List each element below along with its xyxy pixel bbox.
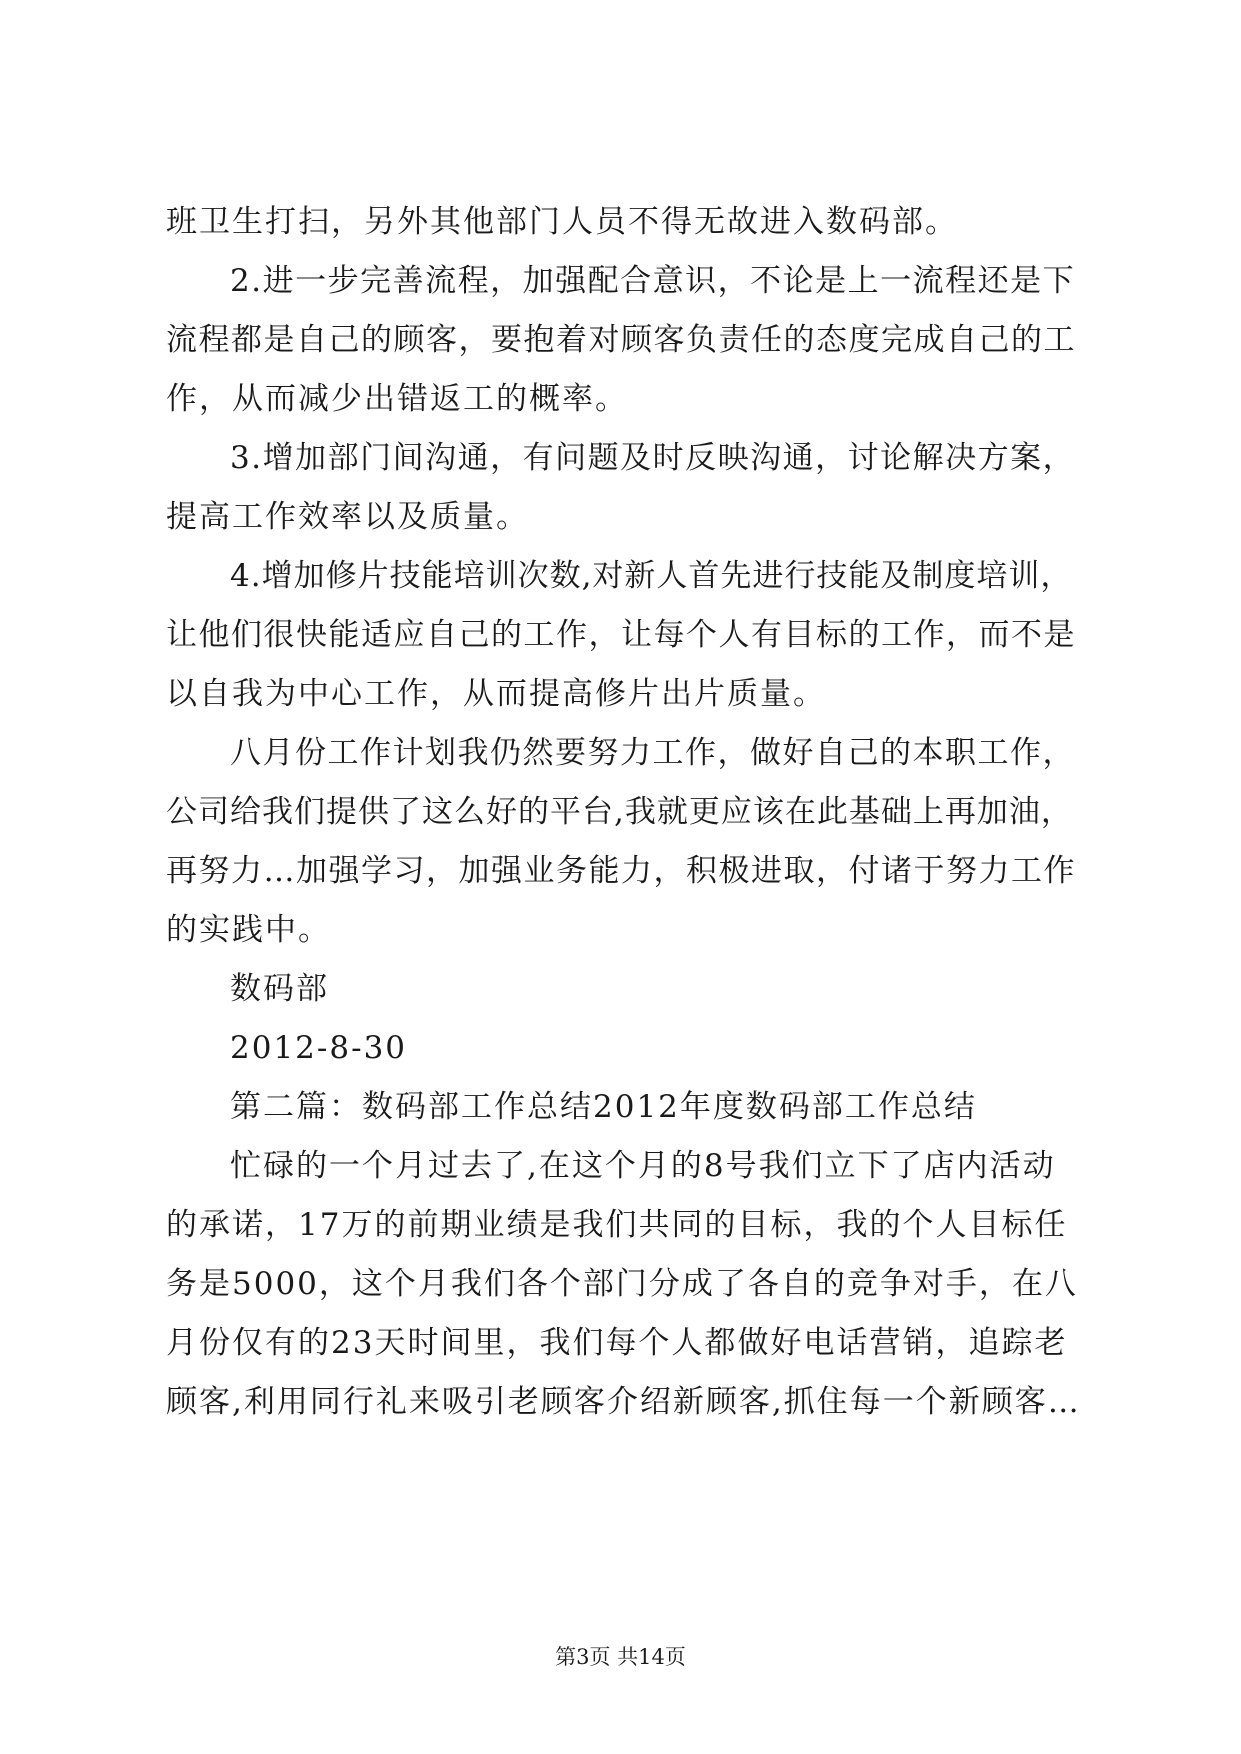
section-heading: 第二篇：数码部工作总结2012年度数码部工作总结 — [230, 1089, 977, 1125]
text-line: 忙碌的一个月过去了,在这个月的8号我们立下了店内活动 — [230, 1148, 1056, 1184]
text-line: 让他们很快能适应自己的工作，让每个人有目标的工作，而不是 — [166, 617, 1076, 653]
signature-date: 2012-8-30 — [230, 1030, 408, 1066]
text-line: 2.进一步完善流程，加强配合意识，不论是上一流程还是下 — [230, 263, 1076, 299]
text-line: 提高工作效率以及质量。 — [166, 499, 529, 535]
text-line: 的实践中。 — [166, 912, 331, 948]
signature-department: 数码部 — [230, 971, 329, 1007]
text-line: 八月份工作计划我仍然要努力工作，做好自己的本职工作， — [230, 735, 1075, 771]
text-line: 顾客,利用同行礼来吸引老顾客介绍新顾客,抓住每一个新顾客… — [166, 1384, 1081, 1420]
text-line: 作，从而减少出错返工的概率。 — [166, 381, 628, 417]
text-line: 月份仅有的23天时间里，我们每个人都做好电话营销，追踪老 — [166, 1325, 1068, 1361]
page-number-footer: 第3页 共14页 — [555, 1645, 686, 1669]
text-line: 务是5000，这个月我们各个部门分成了各自的竞争对手，在八 — [166, 1266, 1078, 1302]
text-line: 班卫生打扫，另外其他部门人员不得无故进入数码部。 — [166, 204, 958, 240]
text-line: 4.增加修片技能培训次数,对新人首先进行技能及制度培训， — [230, 558, 1073, 594]
text-line: 3.增加部门间沟通，有问题及时反映沟通，讨论解决方案， — [230, 440, 1076, 476]
text-line: 的承诺，17万的前期业绩是我们共同的目标，我的个人目标任 — [166, 1207, 1068, 1243]
text-line: 流程都是自己的顾客，要抱着对顾客负责任的态度完成自己的工 — [166, 322, 1076, 358]
text-line: 再努力…加强学习，加强业务能力，积极进取，付诸于努力工作 — [166, 853, 1076, 889]
text-line: 以自我为中心工作，从而提高修片出片质量。 — [166, 676, 826, 712]
text-line: 公司给我们提供了这么好的平台,我就更应该在此基础上再加油， — [166, 794, 1073, 830]
